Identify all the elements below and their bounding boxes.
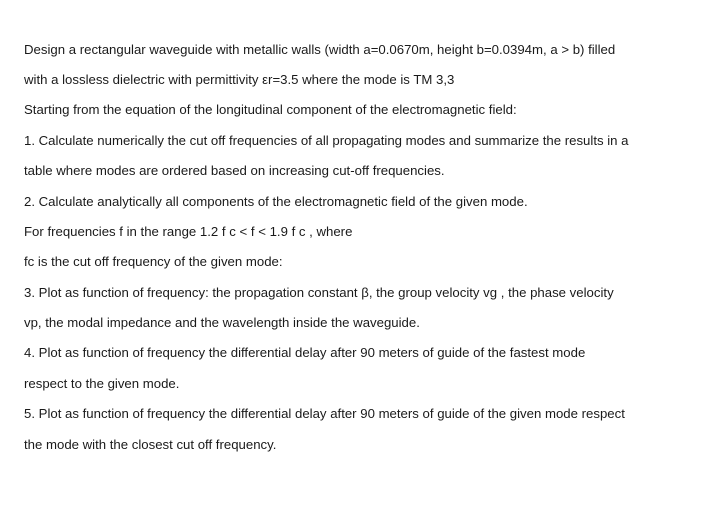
text-line-6: 2. Calculate analytically all components of the electromagnetic field of the given mode. <box>24 194 528 209</box>
text-line-5: table where modes are ordered based on increasing cut-off frequencies. <box>24 163 445 178</box>
text-line-2: with a lossless dielectric with permittivity εr=3.5 where the mode is TM 3,3 <box>24 72 455 87</box>
text-line-11: 4. Plot as function of frequency the differential delay after 90 meters of guide of the fastest mode <box>24 345 586 360</box>
text-line-1: Design a rectangular waveguide with metallic walls (width a=0.0670m, height b=0.0394m, a > b) filled <box>24 42 616 57</box>
text-line-4: 1. Calculate numerically the cut off frequencies of all propagating modes and summarize the results in a <box>24 133 629 148</box>
text-line-9: 3. Plot as function of frequency: the propagation constant β, the group velocity vg , the phase velocity <box>24 285 614 300</box>
text-line-7: For frequencies f in the range 1.2 f c < f < 1.9 f c , where <box>24 224 353 239</box>
text-line-8: fc is the cut off frequency of the given mode: <box>24 254 283 269</box>
text-line-14: the mode with the closest cut off frequency. <box>24 437 277 452</box>
text-line-3: Starting from the equation of the longitudinal component of the electromagnetic field: <box>24 102 517 117</box>
text-line-10: vp, the modal impedance and the wavelength inside the waveguide. <box>24 315 420 330</box>
text-line-12: respect to the given mode. <box>24 376 180 391</box>
text-line-13: 5. Plot as function of frequency the differential delay after 90 meters of guide of the given mode respect <box>24 406 625 421</box>
